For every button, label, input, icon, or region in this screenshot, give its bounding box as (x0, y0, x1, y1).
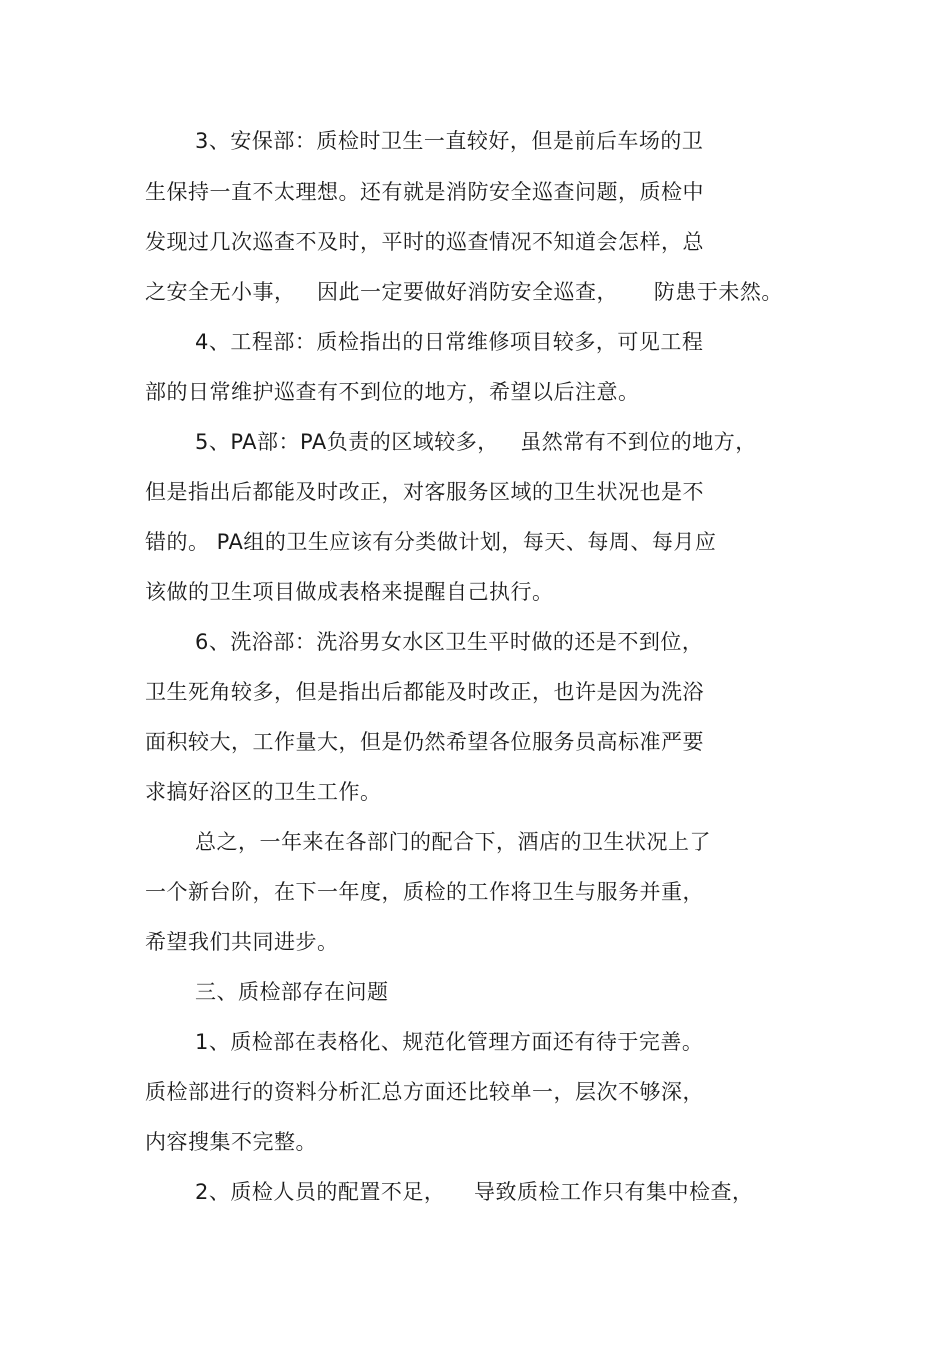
text-line: 1、质检部在表格化、规范化管理方面还有待于完善。 (195, 1030, 704, 1054)
text-line: 总之，一年来在各部门的配合下，酒店的卫生状况上了 (195, 830, 711, 854)
text-line: 面积较大，工作量大，但是仍然希望各位服务员高标准严要 (145, 730, 704, 754)
text-line: 质检部进行的资料分析汇总方面还比较单一，层次不够深， (145, 1080, 704, 1104)
text-line: 卫生死角较多，但是指出后都能及时改正，也许是因为洗浴 (145, 680, 704, 704)
text-line: 2、质检人员的配置不足， 导致质检工作只有集中检查， (195, 1180, 754, 1204)
text-line: 4、工程部：质检指出的日常维修项目较多，可见工程 (195, 330, 704, 354)
text-line: 6、洗浴部：洗浴男女水区卫生平时做的还是不到位， (195, 630, 704, 654)
text-line: 希望我们共同进步。 (145, 930, 339, 954)
text-line: 该做的卫生项目做成表格来提醒自己执行。 (145, 580, 554, 604)
text-line: 但是指出后都能及时改正，对客服务区域的卫生状况也是不 (145, 480, 704, 504)
text-line: 错的。 PA组的卫生应该有分类做计划，每天、每周、每月应 (145, 530, 717, 554)
text-line: 部的日常维护巡查有不到位的地方，希望以后注意。 (145, 380, 640, 404)
text-line: 5、PA部：PA负责的区域较多， 虽然常有不到位的地方， (195, 430, 757, 454)
text-line: 一个新台阶，在下一年度，质检的工作将卫生与服务并重， (145, 880, 704, 904)
section-heading: 三、质检部存在问题 (195, 980, 389, 1004)
text-line: 生保持一直不太理想。还有就是消防安全巡查问题，质检中 (145, 180, 704, 204)
text-line: 3、安保部：质检时卫生一直较好，但是前后车场的卫 (195, 129, 704, 153)
text-line: 求搞好浴区的卫生工作。 (145, 780, 382, 804)
text-line: 发现过几次巡查不及时，平时的巡查情况不知道会怎样，总 (145, 230, 704, 254)
text-line: 之安全无小事， 因此一定要做好消防安全巡查， 防患于未然。 (145, 280, 783, 304)
text-line: 内容搜集不完整。 (145, 1130, 317, 1154)
